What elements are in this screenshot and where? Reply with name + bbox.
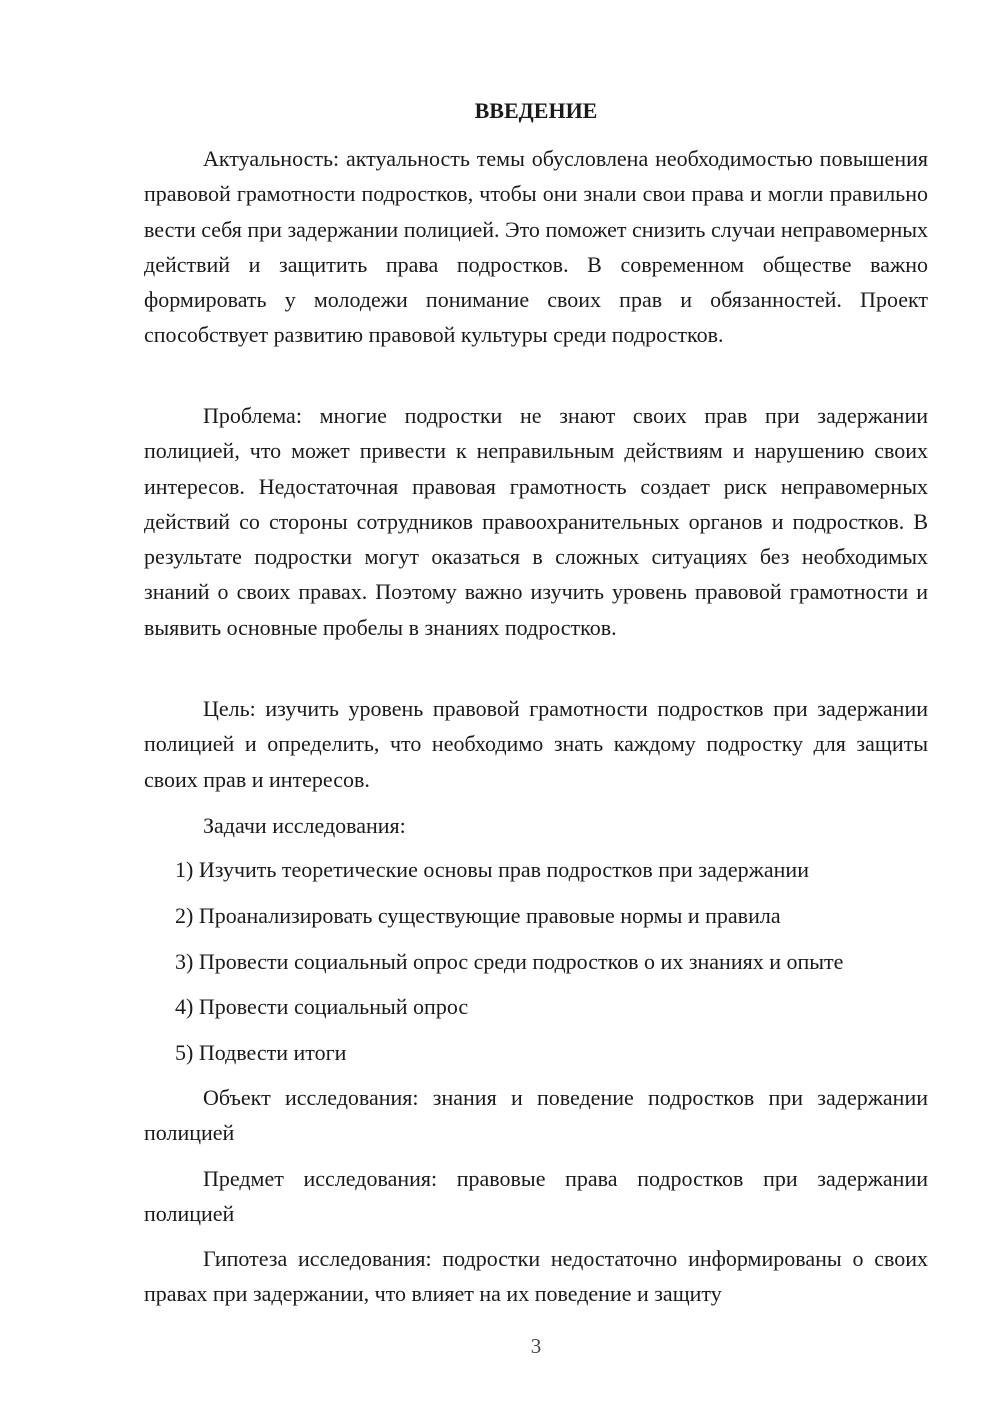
task-item-5: 5) Подвести итоги <box>175 1040 347 1065</box>
page-number: 3 <box>530 1334 542 1358</box>
task-item-4: 4) Провести социальный опрос <box>175 994 469 1019</box>
task-item-2: 2) Проанализировать существующие правовые нормы и правила <box>175 903 781 928</box>
task-item-3: 3) Провести социальный опрос среди подростков о их знаниях и опыте <box>175 949 844 974</box>
paragraph-relevance: Актуальность: актуальность темы обусловлена необходимостью повышения правовой грамотности подростков, чтобы они знали свои права и могли правильно вести себя при задержании полицией. Это поможет снизить случаи неправомерных действий и защитить права подростков. В современном обществе важно формировать у молодежи понимание своих прав и обязанностей. Проект способствует развитию правовой культуры среди подростков. <box>144 146 928 348</box>
paragraph-goal: Цель: изучить уровень правовой грамотности подростков при задержании полицией и определить, что необходимо знать каждому подростку для защиты своих прав и интересов. <box>144 696 928 792</box>
paragraph-subject: Предмет исследования: правовые права подростков при задержании полицией <box>144 1166 928 1227</box>
page-title: ВВЕДЕНИЕ <box>474 98 598 123</box>
paragraph-object: Объект исследования: знания и поведение подростков при задержании полицией <box>144 1085 928 1146</box>
paragraph-hypothesis: Гипотеза исследования: подростки недостаточно информированы о своих правах при задержании, что влияет на их поведение и защиту <box>144 1246 928 1307</box>
tasks-heading: Задачи исследования: <box>203 813 406 838</box>
task-item-1: 1) Изучить теоретические основы прав подростков при задержании <box>175 857 809 882</box>
paragraph-problem: Проблема: многие подростки не знают своих прав при задержании полицией, что может привести к неправильным действиям и нарушению своих интересов. Недостаточная правовая грамотность создает риск неправомерных действий со стороны сотрудников правоохранительных органов и подростков. В результате подростки могут оказаться в сложных ситуациях без необходимых знаний о своих правах. Поэтому важно изучить уровень правовой грамотности и выявить основные пробелы в знаниях подростков. <box>144 403 928 640</box>
